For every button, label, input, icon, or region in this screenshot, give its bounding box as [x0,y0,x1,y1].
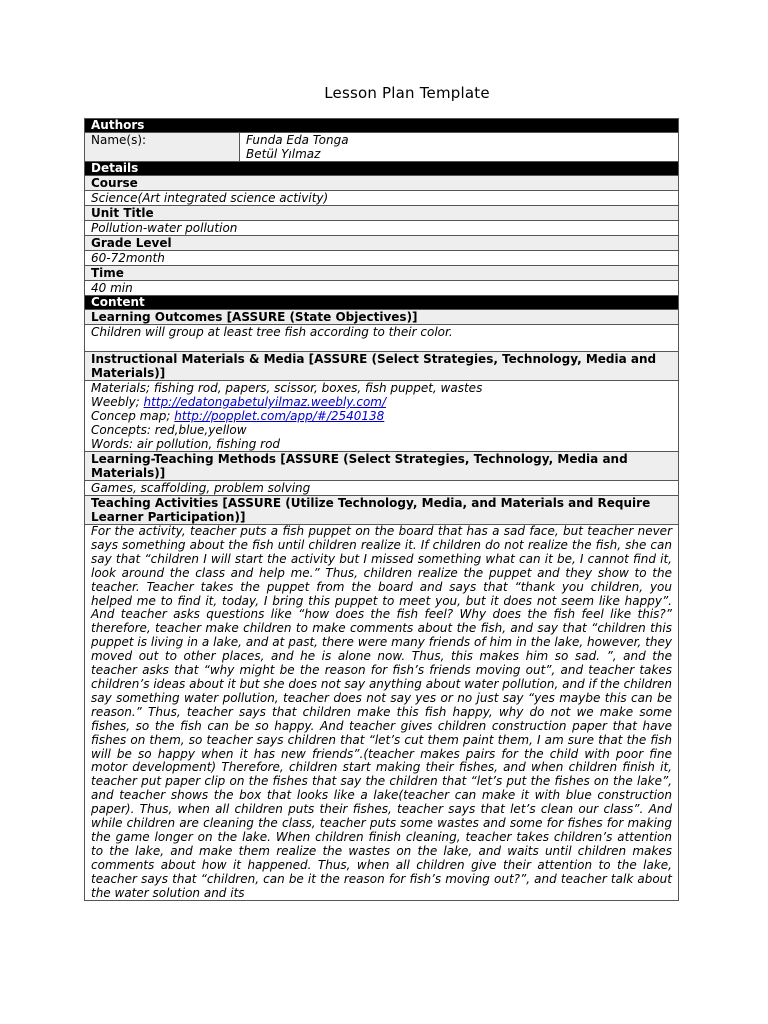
section-header-content: Content [85,296,679,310]
weebly-line [91,395,678,409]
section-header-details: Details [85,162,679,176]
course-label: Course [85,176,679,191]
names-row [85,133,679,162]
weebly-prefix: Weebly; [91,395,144,409]
time-label: Time [85,266,679,281]
learning-outcomes-label: Learning Outcomes [ASSURE (State Objectives)] [85,310,679,325]
unit-title-label: Unit Title [85,206,679,221]
page-title: Lesson Plan Template [324,84,490,102]
materials-line: Materials; fishing rod, papers, scissor, boxes, fish puppet, wastes [91,381,483,395]
lesson-plan-table [84,118,679,901]
course-value: Science(Art integrated science activity) [85,191,679,206]
names-value [240,133,679,162]
materials-label: Instructional Materials & Media [ASSURE (Select Strategies, Technology, Media and Materials)] [85,352,679,381]
concept-map-link[interactable]: http://popplet.com/app/#/2540138 [174,409,385,423]
unit-title-value: Pollution-water pollution [85,221,679,236]
concept-map-line [91,409,678,423]
teaching-activities-text: For the activity, teacher puts a fish puppet on the board that has a sad face, but teacher never says something about the fish until children realize it. If children do not realize the fish, she can say that “children I will start the activity but I missed something what can it be, I cannot find it, look around the class and help me.” Thus, children realize the puppet and they show to the teacher. Teacher takes the puppet from the board and says that “thank you children, you helped me to find it, today, I bring this puppet to meet you, but it does not seem like happy”. And teacher asks questions like “how does the fish feel? Why does the fish feel like this?” therefore, teacher make children to make comments about the fish, and say that “children this puppet is living in a lake, and at past, there were many friends of him in the lake, however, they moved out to other places, and he is alone now. Thus, this makes him so sad. ”, and the teacher asks that “why might be the reason for fish’s friends moving out”, and teacher takes children’s ideas about it but she does not say anything about water pollution, and if the children say something water pollution, teacher does not say yes or no just say “yes maybe this can be reason.” Thus, teacher says that children make this fish happy, why do not we make some fishes, so the fish can be so happy. And teacher gives children construction paper that have fishes on them, so teacher says children that “let’s cut them paint them, I am sure that the fish will be so happy when it has new friends”.(teacher makes pairs for the child with poor fine motor development) Therefore, children start making their fishes, and when children finish it, teacher put paper clip on the fishes that say the children that “let’s put the fishes on the lake”, and teacher shows the box that looks like a lake(teacher can make it with blue construction paper). Thus, when all children puts their fishes, teacher says that let’s clean our class”. And while children are cleaning the class, teacher puts some wastes and some for fishes for making the game longer on the lake. When children finish cleaning, teacher takes children’s attention to the lake, and make them realize the wastes on the lake, and waits until children makes comments about how it happened. Thus, when all children give their attention to the lake, teacher says that “children, can be it the reason for fish’s moving out?”, and teacher talk about the water solution and its [85,525,679,901]
authors-header-row [85,119,679,133]
time-value: 40 min [85,281,679,296]
section-header-authors: Authors [85,119,679,133]
materials-value [85,381,679,452]
words-line: Words: air pollution, fishing rod [91,437,281,451]
teaching-activities-label: Teaching Activities [ASSURE (Utilize Technology, Media, and Materials and Require Learner Participation)] [85,496,679,525]
methods-label: Learning-Teaching Methods [ASSURE (Select Strategies, Technology, Media and Materials)] [85,452,679,481]
author-name-2: Betül Yılmaz [246,147,321,161]
grade-level-label: Grade Level [85,236,679,251]
concepts-line: Concepts: red,blue,yellow [91,423,247,437]
weebly-link[interactable]: http://edatongabetulyilmaz.weebly.com/ [143,395,387,409]
author-name-1: Funda Eda Tonga [246,133,349,147]
grade-level-value: 60-72month [85,251,679,266]
concept-map-prefix: Concep map; [91,409,175,423]
names-label: Name(s): [85,133,240,162]
methods-value: Games, scaffolding, problem solving [85,481,679,496]
learning-outcomes-value: Children will group at least tree fish according to their color. [85,325,679,352]
